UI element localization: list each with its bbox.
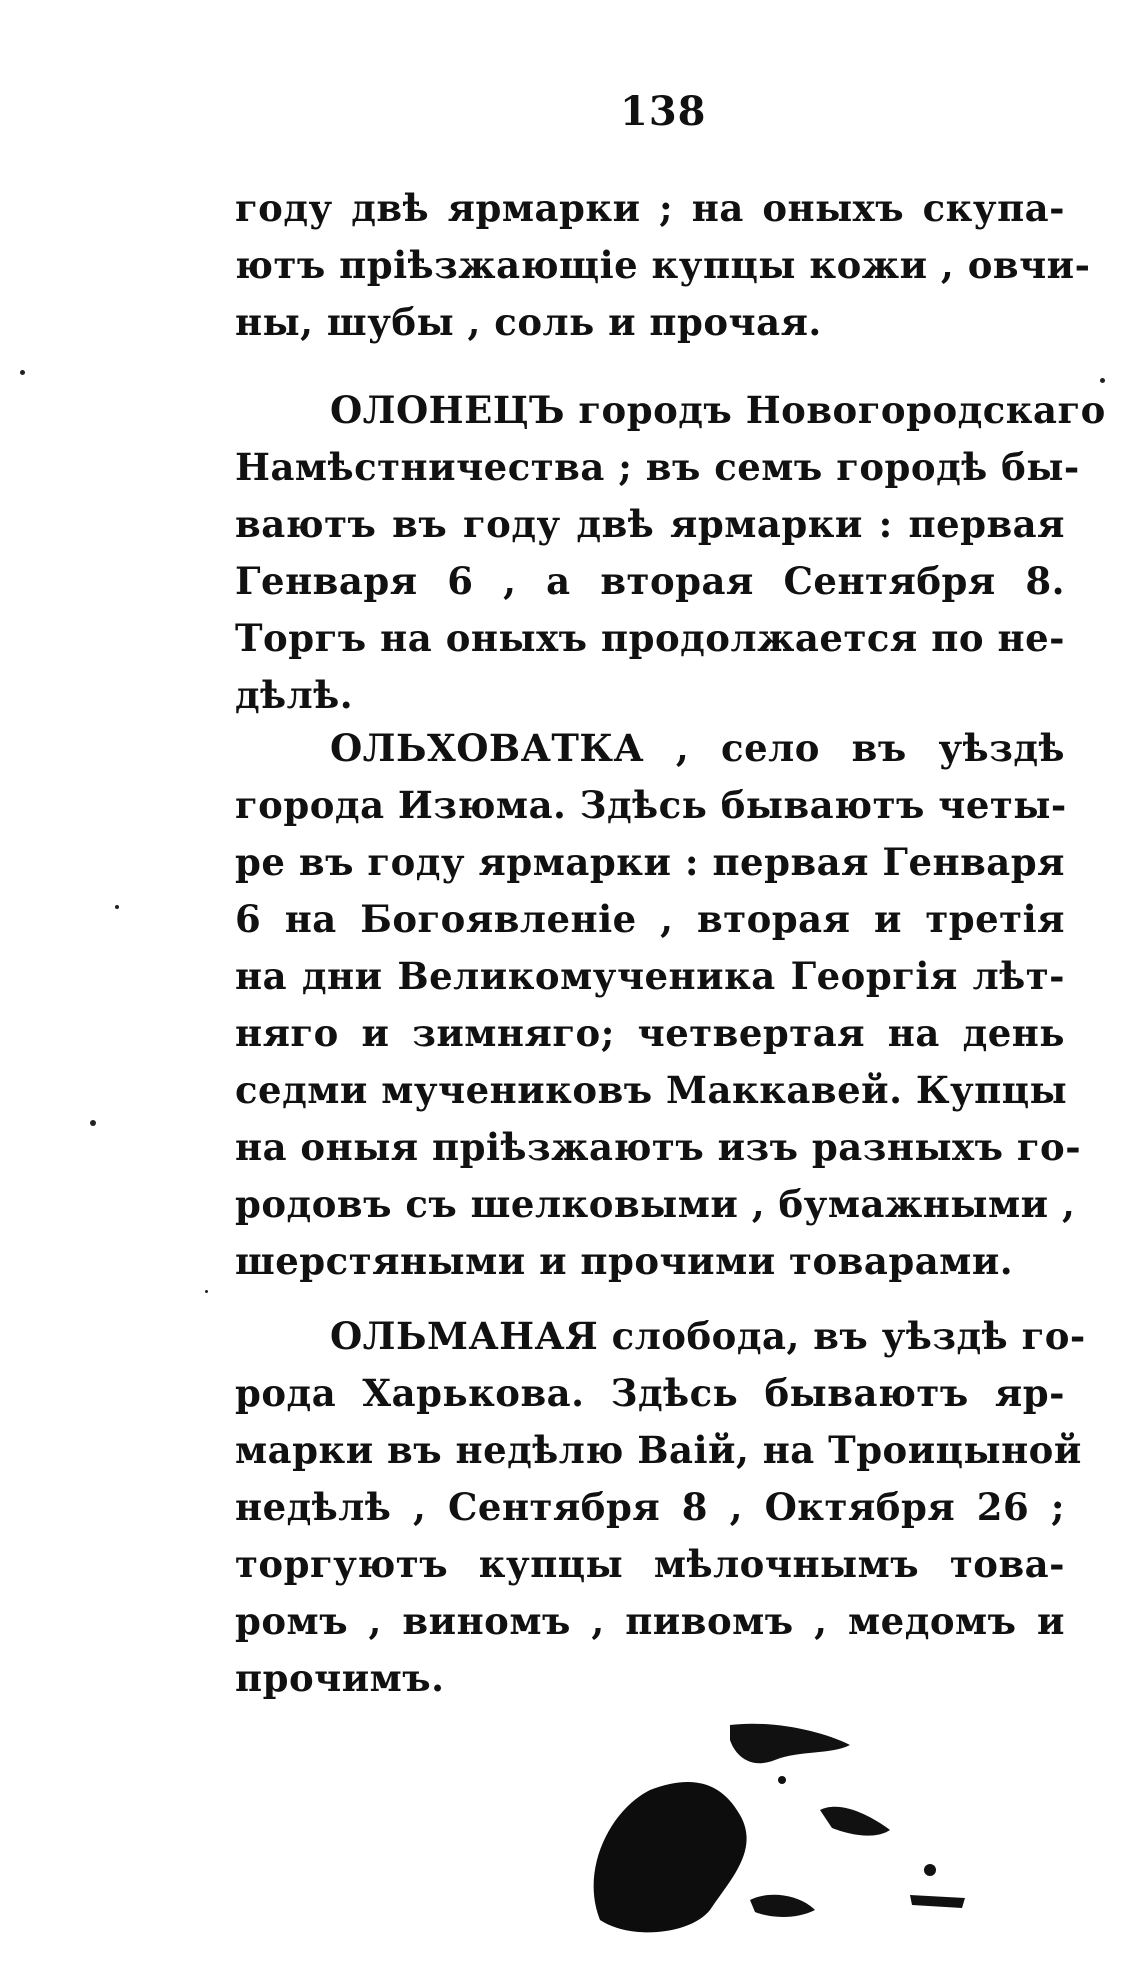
entry-olmanaya — [235, 1308, 1086, 1707]
entry-olkhovatka — [235, 720, 1082, 1290]
text-line: седми мучениковъ Маккавей. Купцы — [235, 1068, 1068, 1112]
text-line: 6 на Богоявленіе , вторая и третія — [235, 897, 1065, 941]
text-line: няго и зимняго; четвертая на день — [235, 1011, 1065, 1055]
page-number: 138 — [620, 88, 707, 135]
scan-speck — [205, 1290, 208, 1293]
text-line: шерстяными и прочими товарами. — [235, 1239, 1014, 1283]
text-line: на дни Великомученика Георгія лѣт- — [235, 954, 1065, 998]
paragraph-continuation — [235, 180, 1091, 351]
text-line: марки въ недѣлю Ваій, на Троицыной — [235, 1428, 1082, 1472]
text-line: ре въ году ярмарки : первая Генваря — [235, 840, 1065, 884]
text-line: города Изюма. Здѣсь бываютъ четы- — [235, 783, 1067, 827]
text-line: ваютъ въ году двѣ ярмарки : первая — [235, 502, 1065, 546]
text-line: ютъ пріѣзжающіе купцы кожи , овчи- — [235, 243, 1091, 287]
text-line: прочимъ. — [235, 1656, 445, 1700]
entry-heading-line: ОЛОНЕЦЪ городъ Новогородскаго — [330, 388, 1106, 432]
text-line: рода Харькова. Здѣсь бываютъ яр- — [235, 1371, 1065, 1415]
text-line: ны, шубы , соль и прочая. — [235, 300, 822, 344]
text-line: Намѣстничества ; въ семъ городѣ бы- — [235, 445, 1080, 489]
text-line: ромъ , виномъ , пивомъ , медомъ и — [235, 1599, 1065, 1643]
entry-heading-line: ОЛЬМАНАЯ слобода, въ уѣздѣ го- — [330, 1314, 1086, 1358]
text-line: Генваря 6 , а вторая Сентября 8. — [235, 559, 1065, 603]
text-line: дѣлѣ. — [235, 673, 354, 717]
text-line: году двѣ ярмарки ; на оныхъ скупа- — [235, 186, 1065, 230]
ink-stain — [570, 1720, 990, 1940]
entry-olonets — [235, 382, 1106, 724]
scan-speck — [115, 905, 119, 909]
text-line: родовъ съ шелковыми , бумажными , — [235, 1182, 1076, 1226]
scan-speck — [20, 370, 25, 375]
scan-speck — [90, 1120, 96, 1126]
text-line: торгуютъ купцы мѣлочнымъ това- — [235, 1542, 1065, 1586]
text-line: недѣлѣ , Сентября 8 , Октября 26 ; — [235, 1485, 1065, 1529]
entry-heading-line: ОЛЬХОВАТКА , село въ уѣздѣ — [330, 726, 1065, 770]
text-line: Торгъ на оныхъ продолжается по не- — [235, 616, 1065, 660]
scan-speck — [1100, 378, 1105, 383]
text-line: на оныя пріѣзжаютъ изъ разныхъ го- — [235, 1125, 1082, 1169]
